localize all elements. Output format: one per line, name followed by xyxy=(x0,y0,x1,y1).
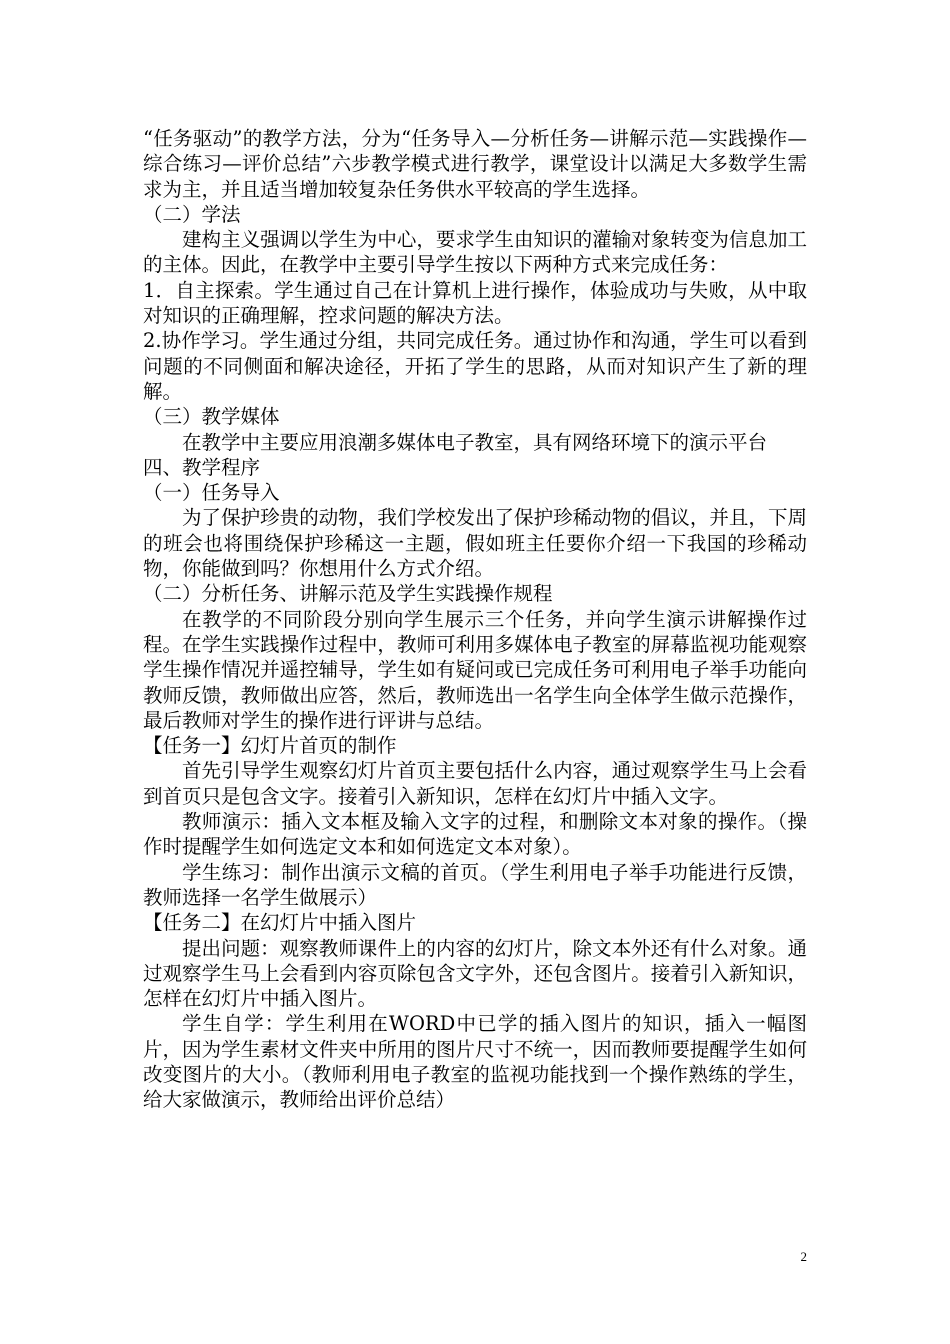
list-item-self-exploration: 1．自主探索。学生通过自己在计算机上进行操作，体验成功与失败，从中取对知识的正确理解，控求问题的解决方法。 xyxy=(143,278,807,328)
document-body xyxy=(143,126,807,1113)
paragraph-task-analysis: 在教学的不同阶段分别向学生展示三个任务，并向学生演示讲解操作过程。在学生实践操作过程中，教师可利用多媒体电子教室的屏幕监视功能观察学生操作情况并遥控辅导，学生如有疑问或已完成任务可利用电子举手功能向教师反馈，教师做出应答，然后，教师选出一名学生向全体学生做示范操作，最后教师对学生的操作进行评讲与总结。 xyxy=(143,607,807,732)
list-item-collaborative-learning: 2.协作学习。学生通过分组，共同完成任务。通过协作和沟通，学生可以看到问题的不同侧面和解决途径，开拓了学生的思路，从而对知识产生了新的理解。 xyxy=(143,329,807,403)
paragraph-teaching-method-continued: “任务驱动”的教学方法，分为“任务导入—分析任务—讲解示范—实践操作—综合练习—评价总结”六步教学模式进行教学，课堂设计以满足大多数学生需求为主，并且适当增加较复杂任务供水平较高的学生选择。 xyxy=(143,127,807,201)
paragraph-constructivism: 建构主义强调以学生为中心，要求学生由知识的灌输对象转变为信息加工的主体。因此，在教学中主要引导学生按以下两种方式来完成任务： xyxy=(143,228,807,277)
heading-task-introduction: （一）任务导入 xyxy=(143,481,280,505)
page-number: 2 xyxy=(800,1249,807,1264)
paragraph-task-one-student-practice: 学生练习：制作出演示文稿的首页。（学生利用电子举手功能进行反馈，教师选择一名学生做展示） xyxy=(143,860,807,909)
heading-task-two: 【任务二】在幻灯片中插入图片 xyxy=(143,911,417,935)
paragraph-task-one-guide: 首先引导学生观察幻灯片首页主要包括什么内容，通过观察学生马上会看到首页只是包含文字。接着引入新知识，怎样在幻灯片中插入文字。 xyxy=(143,759,807,808)
heading-learning-method: （二）学法 xyxy=(143,202,241,226)
paragraph-task-two-self-study: 学生自学：学生利用在WORD中已学的插入图片的知识，插入一幅图片，因为学生素材文件夹中所用的图片尺寸不统一，因而教师要提醒学生如何改变图片的大小。（教师利用电子教室的监视功能找到一个操作熟练的学生，给大家做演示，教师给出评价总结） xyxy=(143,1012,807,1112)
paragraph-task-one-teacher-demo: 教师演示：插入文本框及输入文字的过程，和删除文本对象的操作。（操作时提醒学生如何选定文本和如何选定文本对象）。 xyxy=(143,810,807,859)
paragraph-task-introduction: 为了保护珍贵的动物，我们学校发出了保护珍稀动物的倡议，并且，下周的班会也将围绕保护珍稀这一主题，假如班主任要你介绍一下我国的珍稀动物，你能做到吗？你想用什么方式介绍。 xyxy=(143,506,807,581)
heading-task-one: 【任务一】幻灯片首页的制作 xyxy=(143,734,397,758)
paragraph-task-two-question: 提出问题：观察教师课件上的内容的幻灯片，除文本外还有什么对象。通过观察学生马上会看到内容页除包含文字外，还包含图片。接着引入新知识，怎样在幻灯片中插入图片。 xyxy=(143,936,807,1011)
heading-teaching-media: （三）教学媒体 xyxy=(143,405,280,429)
heading-teaching-procedure: 四、教学程序 xyxy=(143,455,261,479)
heading-task-analysis: （二）分析任务、讲解示范及学生实践操作规程 xyxy=(143,582,553,606)
paragraph-teaching-media: 在教学中主要应用浪潮多媒体电子教室，具有网络环境下的演示平台 xyxy=(182,430,768,454)
